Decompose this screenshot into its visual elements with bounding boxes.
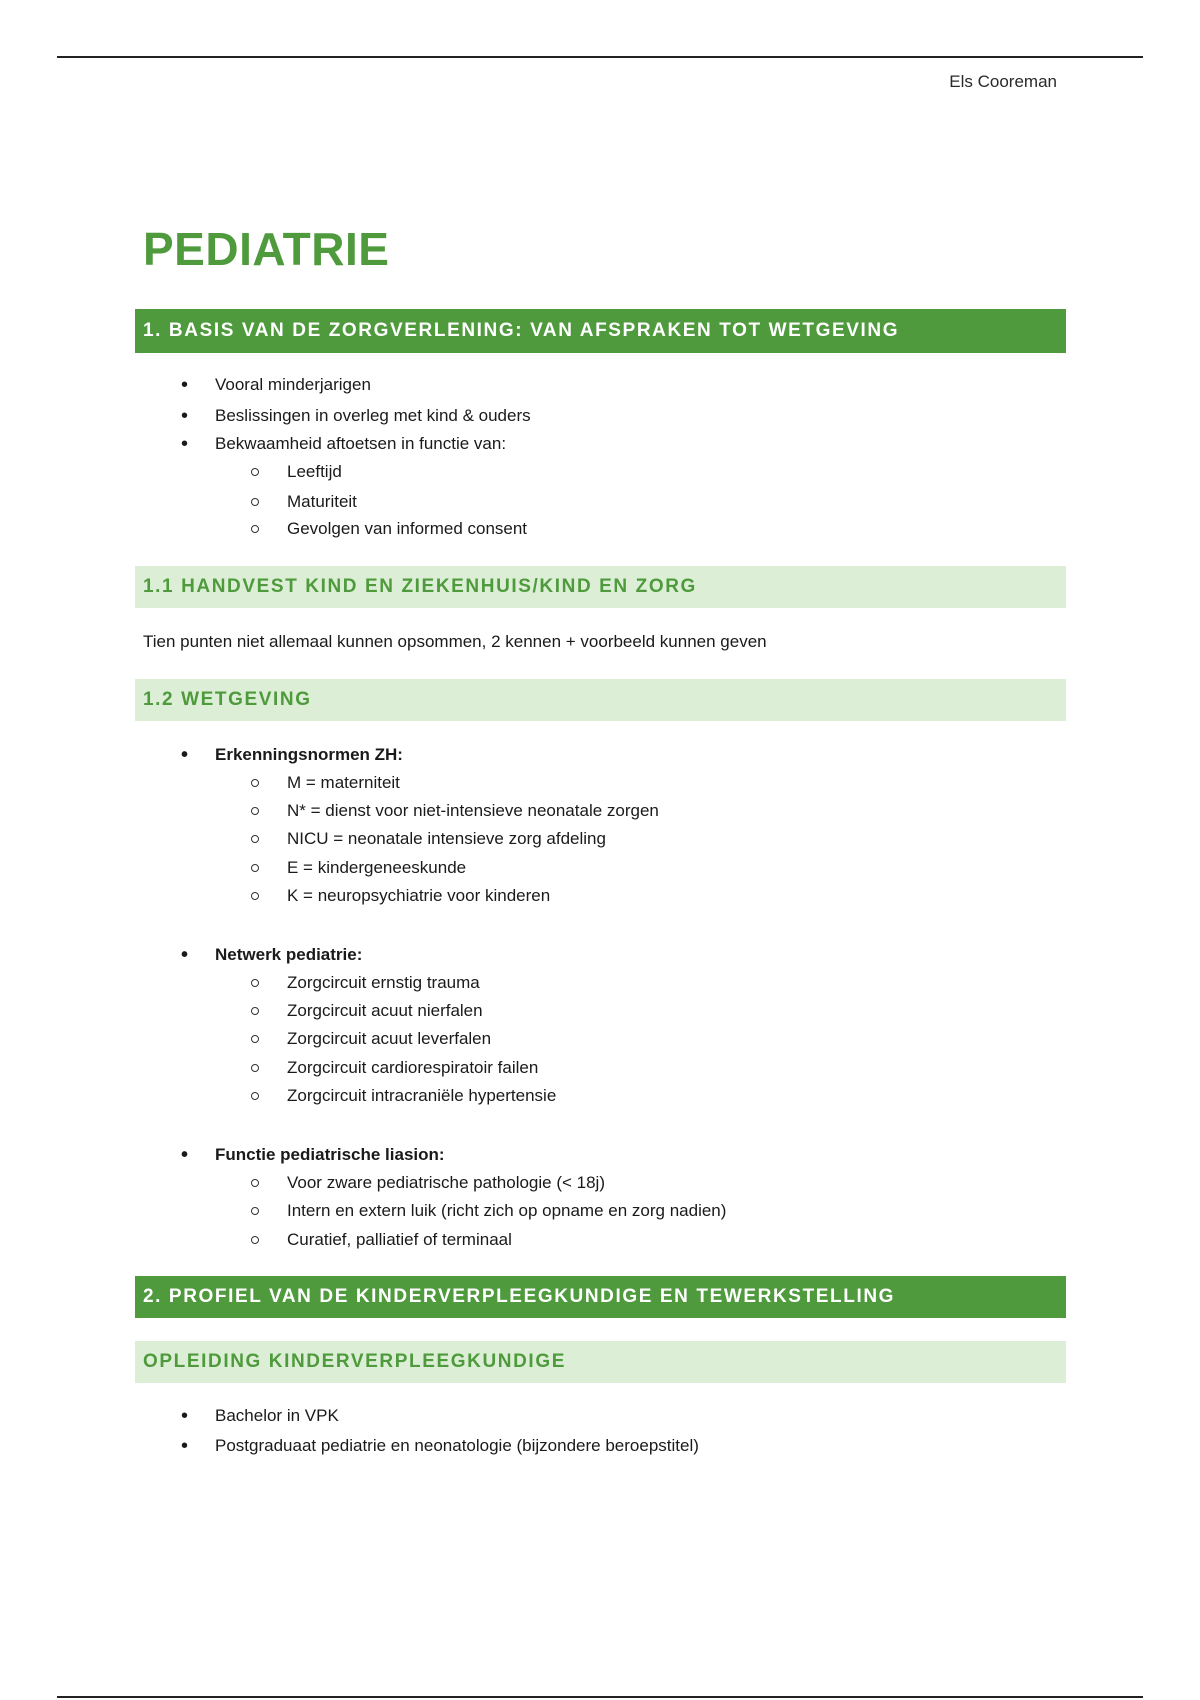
sub-list-item-text: Zorgcircuit acuut leverfalen xyxy=(287,1029,492,1048)
circle-bullet-icon xyxy=(251,1007,259,1015)
list-item-text: Beslissingen in overleg met kind & ouders xyxy=(215,406,531,425)
list-item xyxy=(181,405,531,427)
sub-list-item-text: Zorgcircuit acuut nierfalen xyxy=(287,1001,483,1020)
group-label-text: Netwerk pediatrie: xyxy=(215,945,363,964)
sub-list-item-text: Maturiteit xyxy=(287,492,357,511)
sub-list-item-text: N* = dienst voor niet-intensieve neonatale zorgen xyxy=(287,801,659,820)
sub-list-item xyxy=(287,1201,726,1221)
circle-bullet-icon xyxy=(251,1092,259,1100)
list-item xyxy=(181,374,371,396)
sub-list-item xyxy=(287,1029,491,1049)
circle-bullet-icon xyxy=(251,1236,259,1244)
sub-list-item-text: Gevolgen van informed consent xyxy=(287,519,528,538)
circle-bullet-icon xyxy=(251,1207,259,1215)
list-item-text: Bachelor in VPK xyxy=(215,1406,339,1425)
section-1-heading-text: 1. BASIS VAN DE ZORGVERLENING: VAN AFSPRAKEN TOT WETGEVING xyxy=(143,320,900,341)
list-item xyxy=(181,1435,699,1457)
section-1-heading xyxy=(135,309,1066,353)
section-2-1-heading-text: OPLEIDING KINDERVERPLEEGKUNDIGE xyxy=(143,1351,566,1372)
sub-list-item xyxy=(287,858,466,878)
section-1-2-heading-text: 1.2 WETGEVING xyxy=(143,689,312,710)
sub-list-item-text: Voor zware pediatrische pathologie (< 18j) xyxy=(287,1173,605,1192)
bullet-icon: • xyxy=(181,405,189,427)
bullet-icon: • xyxy=(181,1405,189,1427)
list-item-text: Vooral minderjarigen xyxy=(215,375,371,394)
sub-list-item-text: Zorgcircuit cardiorespiratoir failen xyxy=(287,1058,539,1077)
circle-bullet-icon xyxy=(251,864,259,872)
sub-list-item-text: Intern en extern luik (richt zich op opname en zorg nadien) xyxy=(287,1201,727,1220)
sub-list-item-text: Leeftijd xyxy=(287,462,342,481)
sub-list-item xyxy=(287,462,342,482)
bullet-icon: • xyxy=(181,374,189,396)
list-item xyxy=(181,433,507,455)
section-2-heading xyxy=(135,1276,1066,1318)
sub-list-item-text: NICU = neonatale intensieve zorg afdeling xyxy=(287,829,606,848)
sub-list-item xyxy=(287,886,550,906)
bottom-rule xyxy=(57,1696,1143,1698)
group-label-text: Erkenningsnormen ZH: xyxy=(215,745,403,764)
list-item-text: Bekwaamheid aftoetsen in functie van: xyxy=(215,434,507,453)
circle-bullet-icon xyxy=(251,468,259,476)
sub-list-item xyxy=(287,973,480,993)
circle-bullet-icon xyxy=(251,892,259,900)
header-author: Els Cooreman xyxy=(949,72,1057,91)
sub-list-item-text: E = kindergeneeskunde xyxy=(287,858,467,877)
sub-list-item xyxy=(287,519,527,539)
bullet-icon: • xyxy=(181,1435,189,1457)
section-2-1-heading xyxy=(135,1341,1066,1383)
circle-bullet-icon xyxy=(251,1035,259,1043)
sub-list-item xyxy=(287,1086,556,1106)
circle-bullet-icon xyxy=(251,498,259,506)
sub-list-item-text: M = materniteit xyxy=(287,773,400,792)
sub-list-item xyxy=(287,801,659,821)
circle-bullet-icon xyxy=(251,835,259,843)
sub-list-item xyxy=(287,492,357,512)
group-label xyxy=(181,744,403,766)
sub-list-item-text: K = neuropsychiatrie voor kinderen xyxy=(287,886,551,905)
top-rule xyxy=(57,56,1143,58)
circle-bullet-icon xyxy=(251,525,259,533)
group-label xyxy=(181,1144,445,1166)
group-label xyxy=(181,944,363,966)
circle-bullet-icon xyxy=(251,979,259,987)
sub-list-item-text: Curatief, palliatief of terminaal xyxy=(287,1230,512,1249)
sub-list-item-text: Zorgcircuit ernstig trauma xyxy=(287,973,480,992)
section-2-heading-text: 2. PROFIEL VAN DE KINDERVERPLEEGKUNDIGE EN TEWERKSTELLING xyxy=(143,1286,896,1307)
bullet-icon: • xyxy=(181,1144,189,1166)
sub-list-item xyxy=(287,1058,538,1078)
circle-bullet-icon xyxy=(251,779,259,787)
bullet-icon: • xyxy=(181,944,189,966)
section-1-2-heading xyxy=(135,679,1066,721)
sub-list-item xyxy=(287,773,400,793)
section-1-1-heading-text: 1.1 HANDVEST KIND EN ZIEKENHUIS/KIND EN ZORG xyxy=(143,576,697,597)
list-item xyxy=(181,1405,339,1427)
section-1-1-text: Tien punten niet allemaal kunnen opsommen, 2 kennen + voorbeeld kunnen geven xyxy=(143,632,767,651)
sub-list-item xyxy=(287,1230,512,1250)
sub-list-item xyxy=(287,1001,483,1021)
sub-list-item xyxy=(287,829,606,849)
circle-bullet-icon xyxy=(251,1179,259,1187)
list-item-text: Postgraduaat pediatrie en neonatologie (bijzondere beroepstitel) xyxy=(215,1436,699,1455)
circle-bullet-icon xyxy=(251,807,259,815)
sub-list-item-text: Zorgcircuit intracraniële hypertensie xyxy=(287,1086,557,1105)
circle-bullet-icon xyxy=(251,1064,259,1072)
group-label-text: Functie pediatrische liasion: xyxy=(215,1145,445,1164)
bullet-icon: • xyxy=(181,433,189,455)
section-1-1-heading xyxy=(135,566,1066,608)
bullet-icon: • xyxy=(181,744,189,766)
sub-list-item xyxy=(287,1173,605,1193)
page-title: PEDIATRIE xyxy=(143,223,390,275)
